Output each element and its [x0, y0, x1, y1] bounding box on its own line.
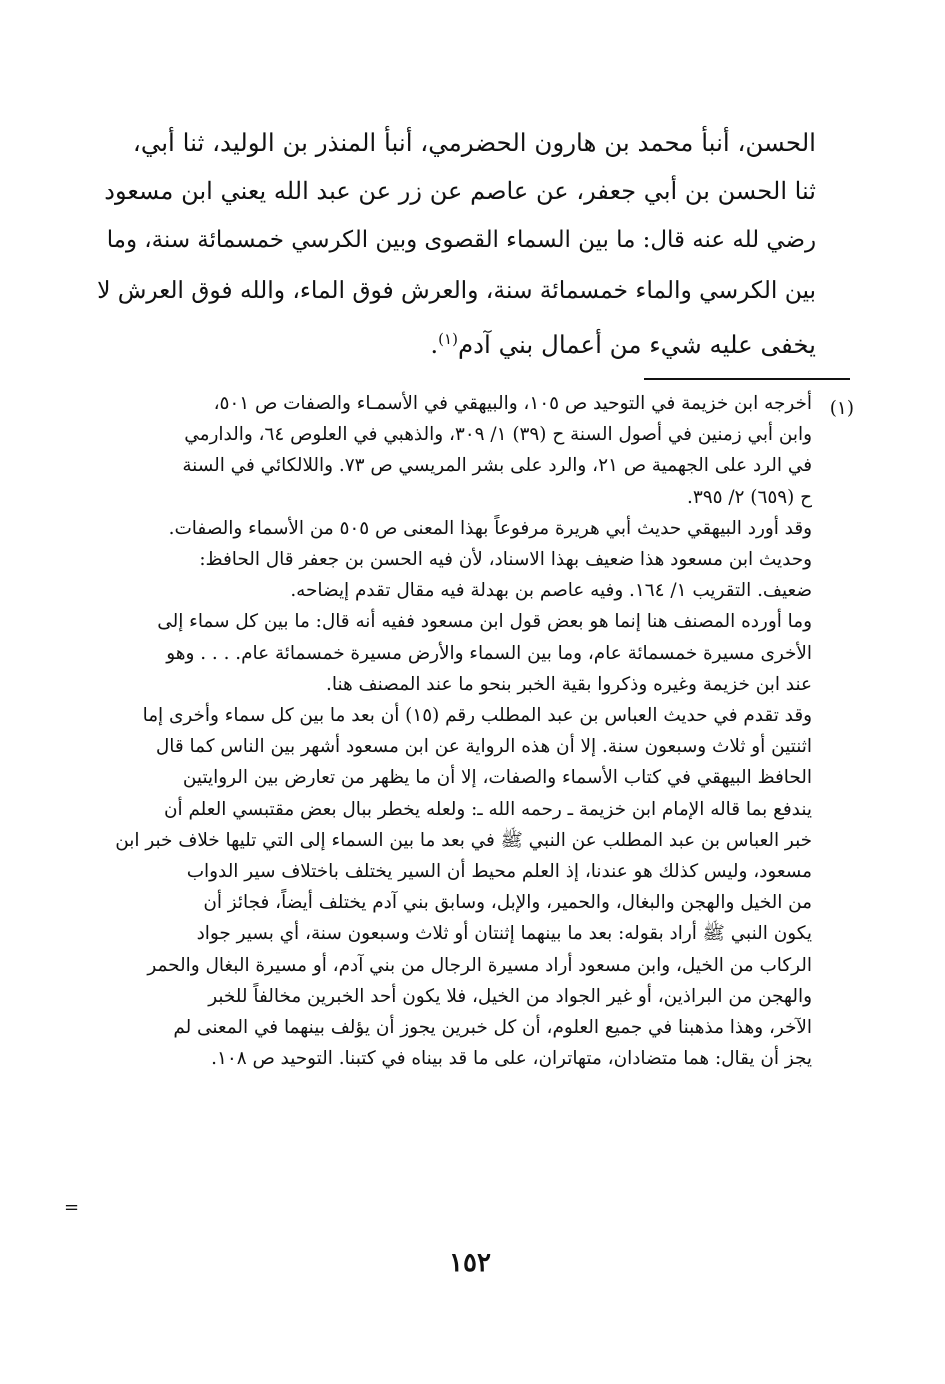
footnote-line: وما أورده المصنف هنا إنما هو بعض قول ابن مسعود ففيه أنه قال: ما بين كل سماء إلى: [157, 611, 812, 633]
footnote-line: أخرجه ابن خزيمة في التوحيد ص ١٠٥، والبيهقي في الأسمـاء والصفات ص ٥٠١،: [213, 393, 812, 414]
main-text-line: ثنا الحسن بن أبي جعفر، عن عاصم عن زر عن عبد الله يعني ابن مسعود: [104, 177, 816, 206]
main-text-line: الحسن، أنبأ محمد بن هارون الحضرمي، أنبأ المنذر بن الوليد، ثنا أبي،: [132, 128, 816, 157]
footnote-line: الحافظ البيهقي في كتاب الأسماء والصفات، إلا أن ما يظهر من تعارض بين الروايتين: [182, 767, 812, 789]
footnote-line: يكون النبي ﷺ أراد بقوله: بعد ما بينهما إثنتان أو ثلاث وسبعون سنة، أي بسير جواد: [196, 923, 812, 945]
footnote-line: الآخر، وهذا مذهبنا في جميع العلوم، أن كل خبرين يجوز أن يؤلف بينهما في المعنى لم: [173, 1017, 812, 1039]
main-text-line: بين الكرسي والماء خمسمائة سنة، والعرش فوق الماء، والله فوق العرش لا: [97, 276, 816, 304]
footnote-line: يندفع بما قاله الإمام ابن خزيمة ـ رحمه الله ـ: ولعله يخطر ببال بعض مقتبسي العلم أن: [163, 798, 812, 820]
footnote-line: خبر العباس بن عبد المطلب عن النبي ﷺ في بعد ما بين السماء إلى التي تليها خلاف خبر ابن: [115, 829, 812, 851]
footnote-reference: (١): [438, 329, 458, 348]
footnote-line: وقد أورد البيهقي حديث أبي هريرة مرفوعاً بهذا المعنى ص ٥٠٥ من الأسماء والصفات.: [168, 517, 812, 539]
footnote-line: والهجن من البراذين، أو غير الجواد من الخيل، فلا يكون أحد الخبرين مخالفاً للخبر: [208, 985, 812, 1007]
footnote-line: ضعيف. التقريب ١/ ١٦٤. وفيه عاصم بن بهدلة فيه مقال تقدم إيضاحه.: [290, 580, 812, 602]
main-text-line-last: [96, 315, 816, 369]
footnote-line: وابن أبي زمنين في أصول السنة ح (٣٩) ١/ ٣٠٩، والذهبي في العلوص ٦٤، والدارمي: [184, 424, 812, 446]
footnote-line: وقد تقدم في حديث العباس بن عبد المطلب رقم (١٥) أن بعد ما بين كل سماء وأخرى إما: [142, 705, 812, 727]
main-text-block: [96, 118, 816, 369]
footnote-line: مسعود، وليس كذلك هو عندنا، إذ العلم محيط أن السير يختلف باختلاف سير الدواب: [186, 861, 812, 883]
footnote-line: يجز أن يقال: هما متضادان، متهاتران، على ما قد بيناه في كتبنا. التوحيد ص ١٠٨.: [211, 1048, 812, 1070]
footnote-line: ح (٦٥٩) ٢/ ٣٩٥.: [686, 486, 812, 508]
main-text-line: رضي لله عنه قال: ما بين السماء القصوى وبين الكرسي خمسمائة سنة، وما: [106, 227, 816, 254]
final-period: .: [430, 329, 439, 359]
page-number: ١٥٢: [449, 1248, 491, 1278]
footnotes-block: [96, 388, 812, 1074]
footnote-line: عند ابن خزيمة وغيره وذكروا بقية الخبر بنحو ما عند المصنف هنا.: [326, 673, 812, 695]
footnote-line: الأخرى مسيرة خمسمائة عام، وما بين السماء والأرض مسيرة خمسمائة عام. . . . وهو: [166, 642, 812, 664]
footnote-line: في الرد على الجهمية ص ٢١، والرد على بشر المريسي ص ٧٣. واللالكائي في السنة: [182, 455, 812, 477]
footnote-line: الركاب من الخيل، وابن مسعود أراد مسيرة الرجال من بني آدم، أو مسيرة البغال والحمر: [147, 954, 812, 976]
footnote-continuation-mark: =: [64, 1197, 80, 1218]
footnote-separator-rule: [644, 378, 850, 380]
footnote-line: من الخيل والهجن والبغال، والحمير، والإبل، وسابق بني آدم يختلف أيضاً، فجائز أن: [203, 892, 812, 914]
footnote-line: اثنتين أو ثلاث وسبعون سنة. إلا أن هذه الرواية عن ابن مسعود أشهر بين الناس كما قال: [155, 736, 812, 758]
footnote-marker: (١): [829, 398, 854, 419]
main-text-line: يخفى عليه شيء من أعمال بني آدم: [457, 329, 816, 359]
footnote-line: وحديث ابن مسعود هذا ضعيف بهذا الاسناد، لأن فيه الحسن بن جعفر قال الحافظ:: [199, 549, 812, 571]
